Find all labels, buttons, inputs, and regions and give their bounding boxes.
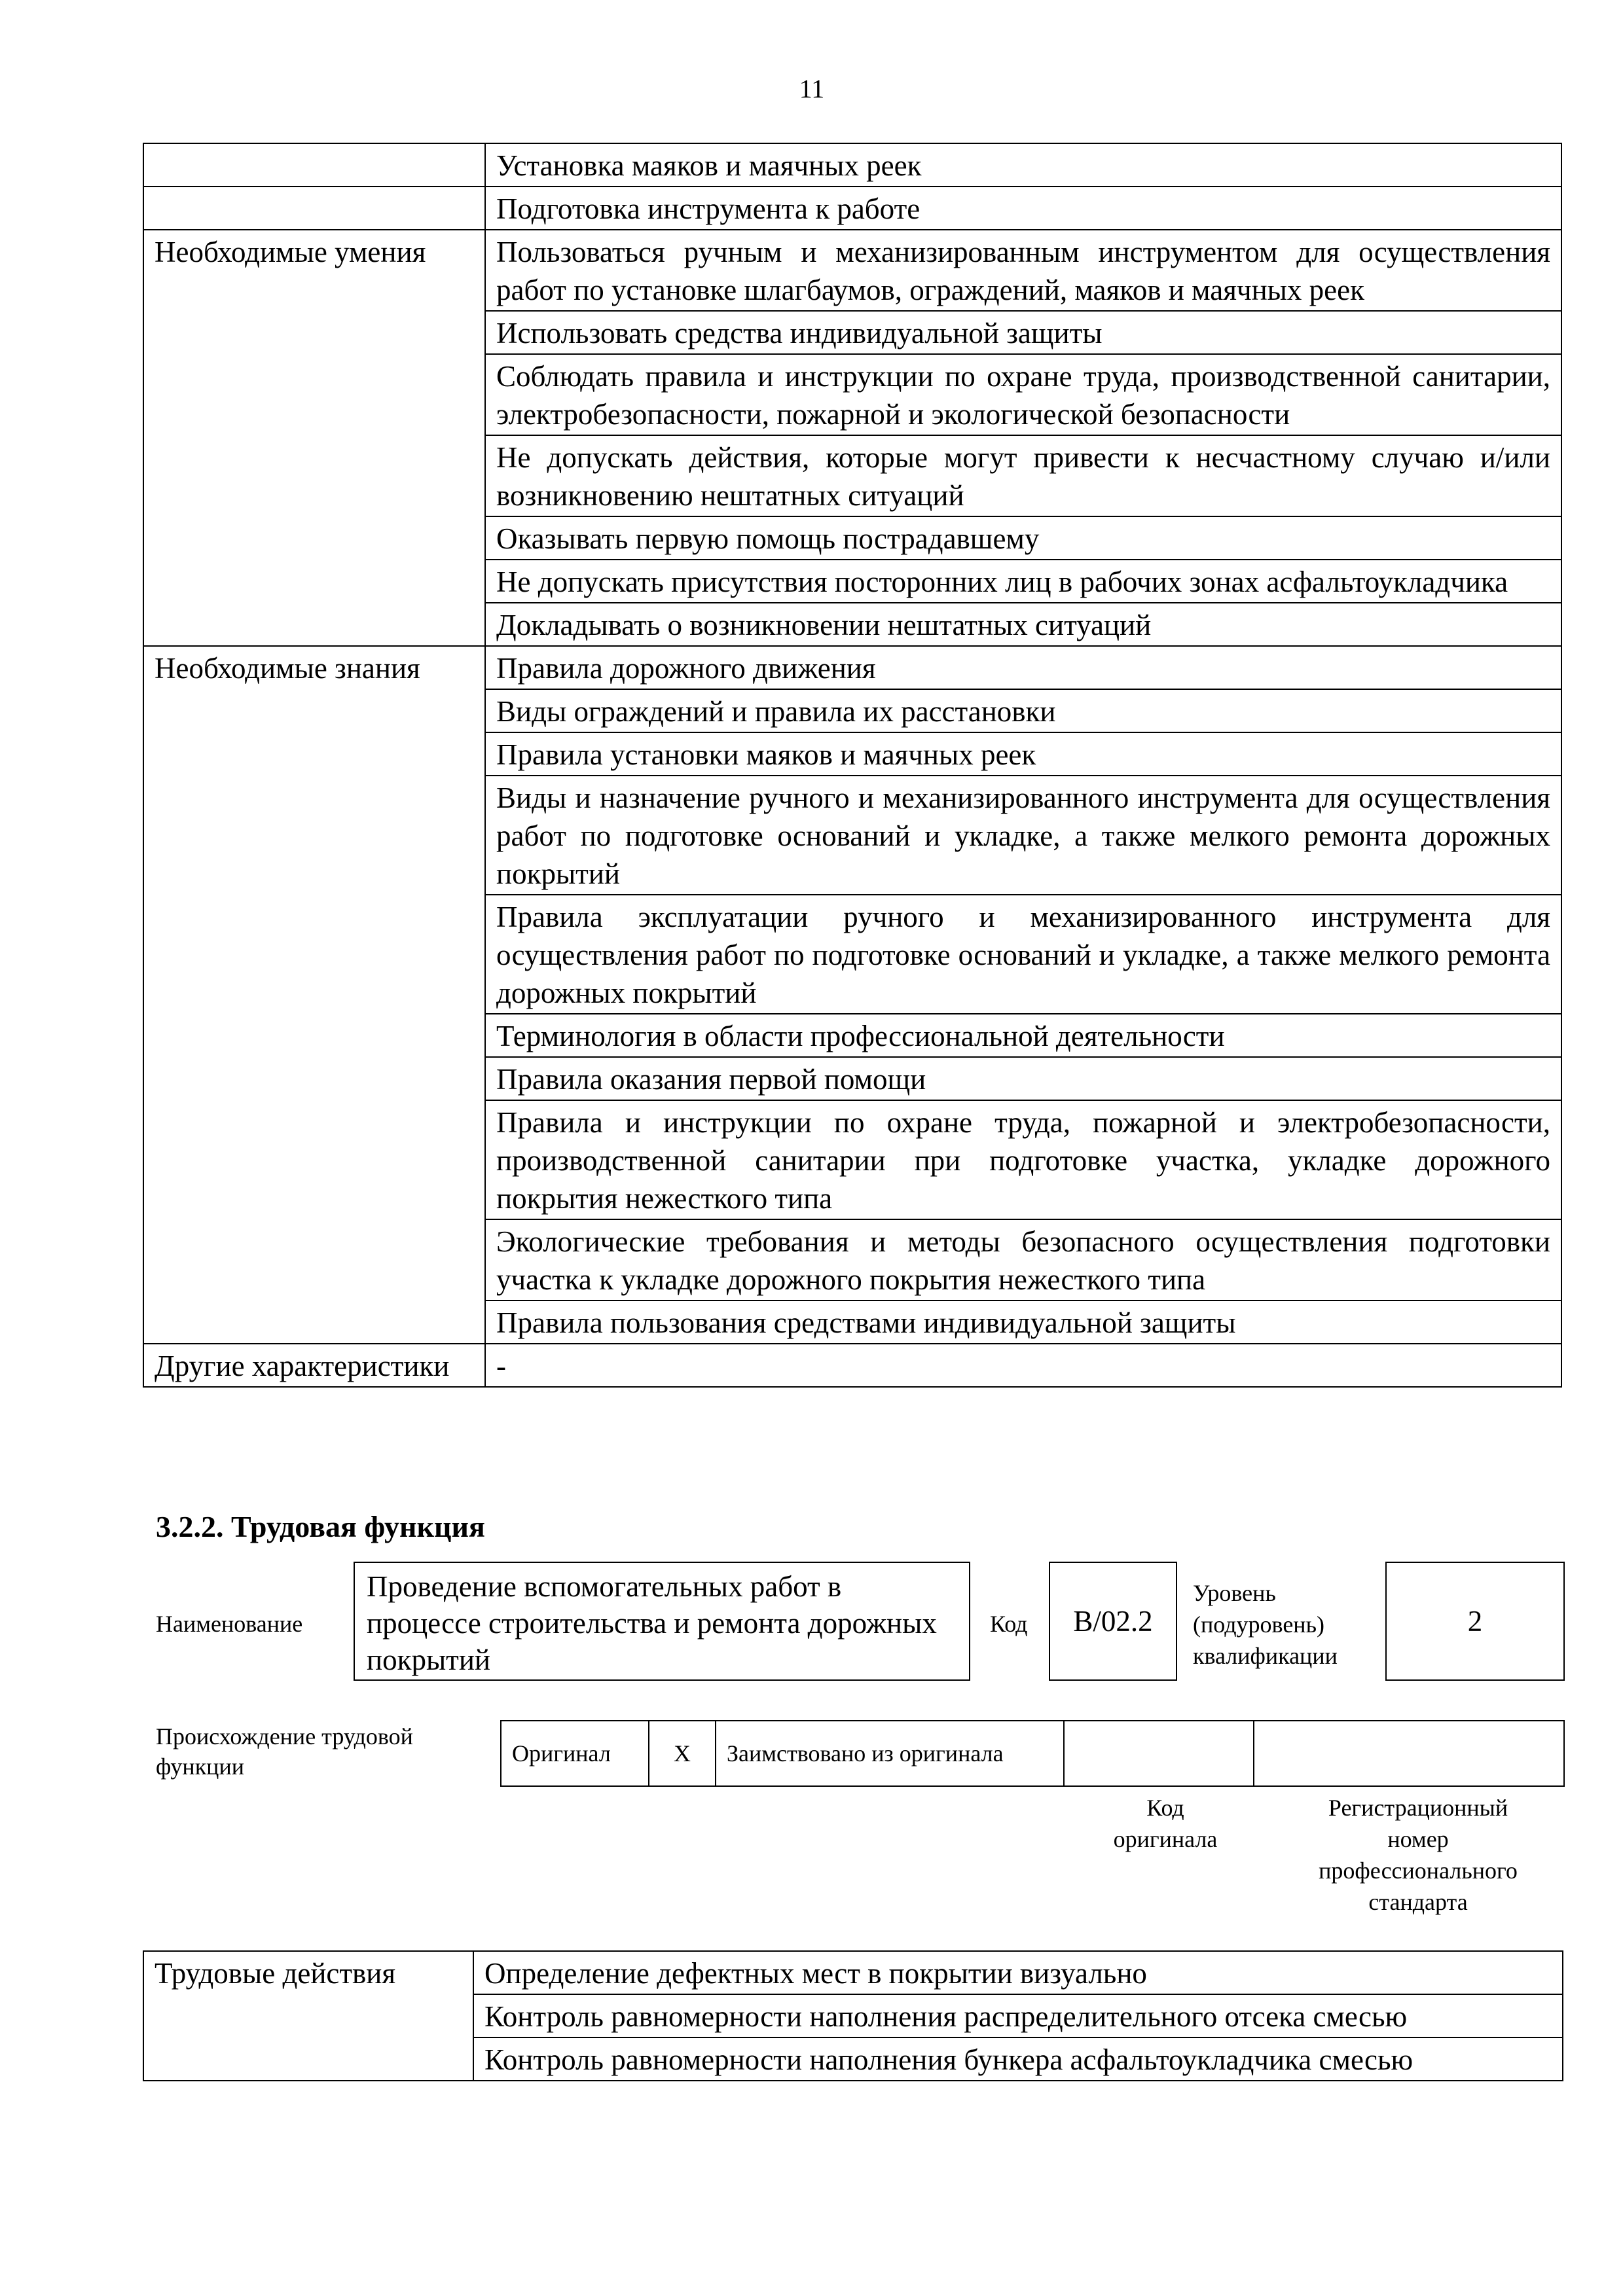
caption-registration-number: [1275, 1792, 1561, 1918]
labor-actions-table: [143, 1950, 1563, 2081]
table-row: [501, 1721, 1564, 1786]
table-cell: Подготовка инструмента к работе: [485, 187, 1561, 230]
table-cell: Правила дорожного движения: [485, 646, 1561, 689]
table-row: [143, 1951, 1563, 1994]
requirements-table: [143, 143, 1562, 1388]
table-cell: Использовать средства индивидуальной защиты: [485, 311, 1561, 354]
table-cell: Правила и инструкции по охране труда, пожарной и электробезопасности, производственной санитарии при подготовке участка, укладке дорожного покрытия нежесткого типа: [485, 1100, 1561, 1219]
table-cell: Виды и назначение ручного и механизированного инструмента для осуществления работ по подготовке оснований и укладке, а также мелкого ремонта дорожных покрытий: [485, 776, 1561, 895]
skills-label: Необходимые умения: [143, 230, 485, 646]
code-label: Код: [990, 1611, 1028, 1637]
caption-line: профессионального: [1319, 1857, 1518, 1884]
name-label: Наименование: [156, 1611, 303, 1637]
table-row: [143, 143, 1561, 187]
original-label: Оригинал: [501, 1721, 649, 1786]
empty-label-cell: [143, 143, 485, 187]
page-number: 11: [799, 74, 825, 103]
table-cell: Контроль равномерности наполнения распределительного отсека смесью: [473, 1994, 1563, 2037]
caption-original-code: [1074, 1792, 1257, 1855]
caption-line: оригинала: [1113, 1826, 1218, 1852]
table-cell: Терминология в области профессиональной деятельности: [485, 1014, 1561, 1057]
level-label-line: квалификации: [1193, 1643, 1338, 1669]
other-value: -: [485, 1344, 1561, 1387]
table-cell: Не допускать присутствия посторонних лиц в рабочих зонах асфальтоукладчика: [485, 560, 1561, 603]
table-cell: Соблюдать правила и инструкции по охране труда, производственной санитарии, электробезопасности, пожарной и экологической безопасности: [485, 354, 1561, 435]
table-cell: Пользоваться ручным и механизированным инструментом для осуществления работ по установке шлагбаумов, ограждений, маяков и маячных реек: [485, 230, 1561, 311]
level-label: [1193, 1577, 1338, 1672]
table-cell: Установка маяков и маячных реек: [485, 143, 1561, 187]
level-value-box: [1385, 1562, 1565, 1681]
table-row: [143, 230, 1561, 311]
registration-number-cell: [1254, 1721, 1564, 1786]
level-value: 2: [1467, 1605, 1483, 1638]
labor-actions-label: Трудовые действия: [143, 1951, 473, 2081]
caption-line: Регистрационный: [1328, 1795, 1508, 1821]
table-cell: Докладывать о возникновении нештатных ситуаций: [485, 603, 1561, 646]
table-cell: Правила установки маяков и маячных реек: [485, 732, 1561, 776]
code-value-box: [1049, 1562, 1177, 1681]
table-row: [143, 646, 1561, 689]
section-heading: 3.2.2. Трудовая функция: [156, 1510, 485, 1543]
table-row: [143, 1344, 1561, 1387]
table-cell: Виды ограждений и правила их расстановки: [485, 689, 1561, 732]
original-mark: X: [649, 1721, 716, 1786]
table-row: [143, 187, 1561, 230]
table-cell: Оказывать первую помощь пострадавшему: [485, 516, 1561, 560]
table-cell: Правила оказания первой помощи: [485, 1057, 1561, 1100]
caption-line: стандарта: [1368, 1889, 1468, 1915]
code-value: B/02.2: [1073, 1605, 1153, 1638]
original-code-cell: [1064, 1721, 1254, 1786]
table-cell: Правила пользования средствами индивидуальной защиты: [485, 1300, 1561, 1344]
table-cell: Не допускать действия, которые могут привести к несчастному случаю и/или возникновению нештатных ситуаций: [485, 435, 1561, 516]
level-label-line: Уровень: [1193, 1580, 1276, 1606]
caption-line: Код: [1146, 1795, 1184, 1821]
borrowed-label: Заимствовано из оригинала: [716, 1721, 1064, 1786]
table-cell: Экологические требования и методы безопасного осуществления подготовки участка к укладке дорожного покрытия нежесткого типа: [485, 1219, 1561, 1300]
origin-table: [500, 1720, 1565, 1787]
other-label: Другие характеристики: [143, 1344, 485, 1387]
level-label-line: (подуровень): [1193, 1611, 1324, 1638]
table-cell: Контроль равномерности наполнения бункера асфальтоукладчика смесью: [473, 2037, 1563, 2081]
caption-line: номер: [1387, 1826, 1449, 1852]
table-cell: Определение дефектных мест в покрытии визуально: [473, 1951, 1563, 1994]
empty-label-cell: [143, 187, 485, 230]
knowledge-label: Необходимые знания: [143, 646, 485, 1344]
name-value-box: Проведение вспомогательных работ в процессе строительства и ремонта дорожных покрытий: [354, 1562, 970, 1681]
table-cell: Правила эксплуатации ручного и механизированного инструмента для осуществления работ по подготовке оснований и укладке, а также мелкого ремонта дорожных покрытий: [485, 895, 1561, 1014]
origin-label: Происхождение трудовой функции: [156, 1723, 413, 1780]
